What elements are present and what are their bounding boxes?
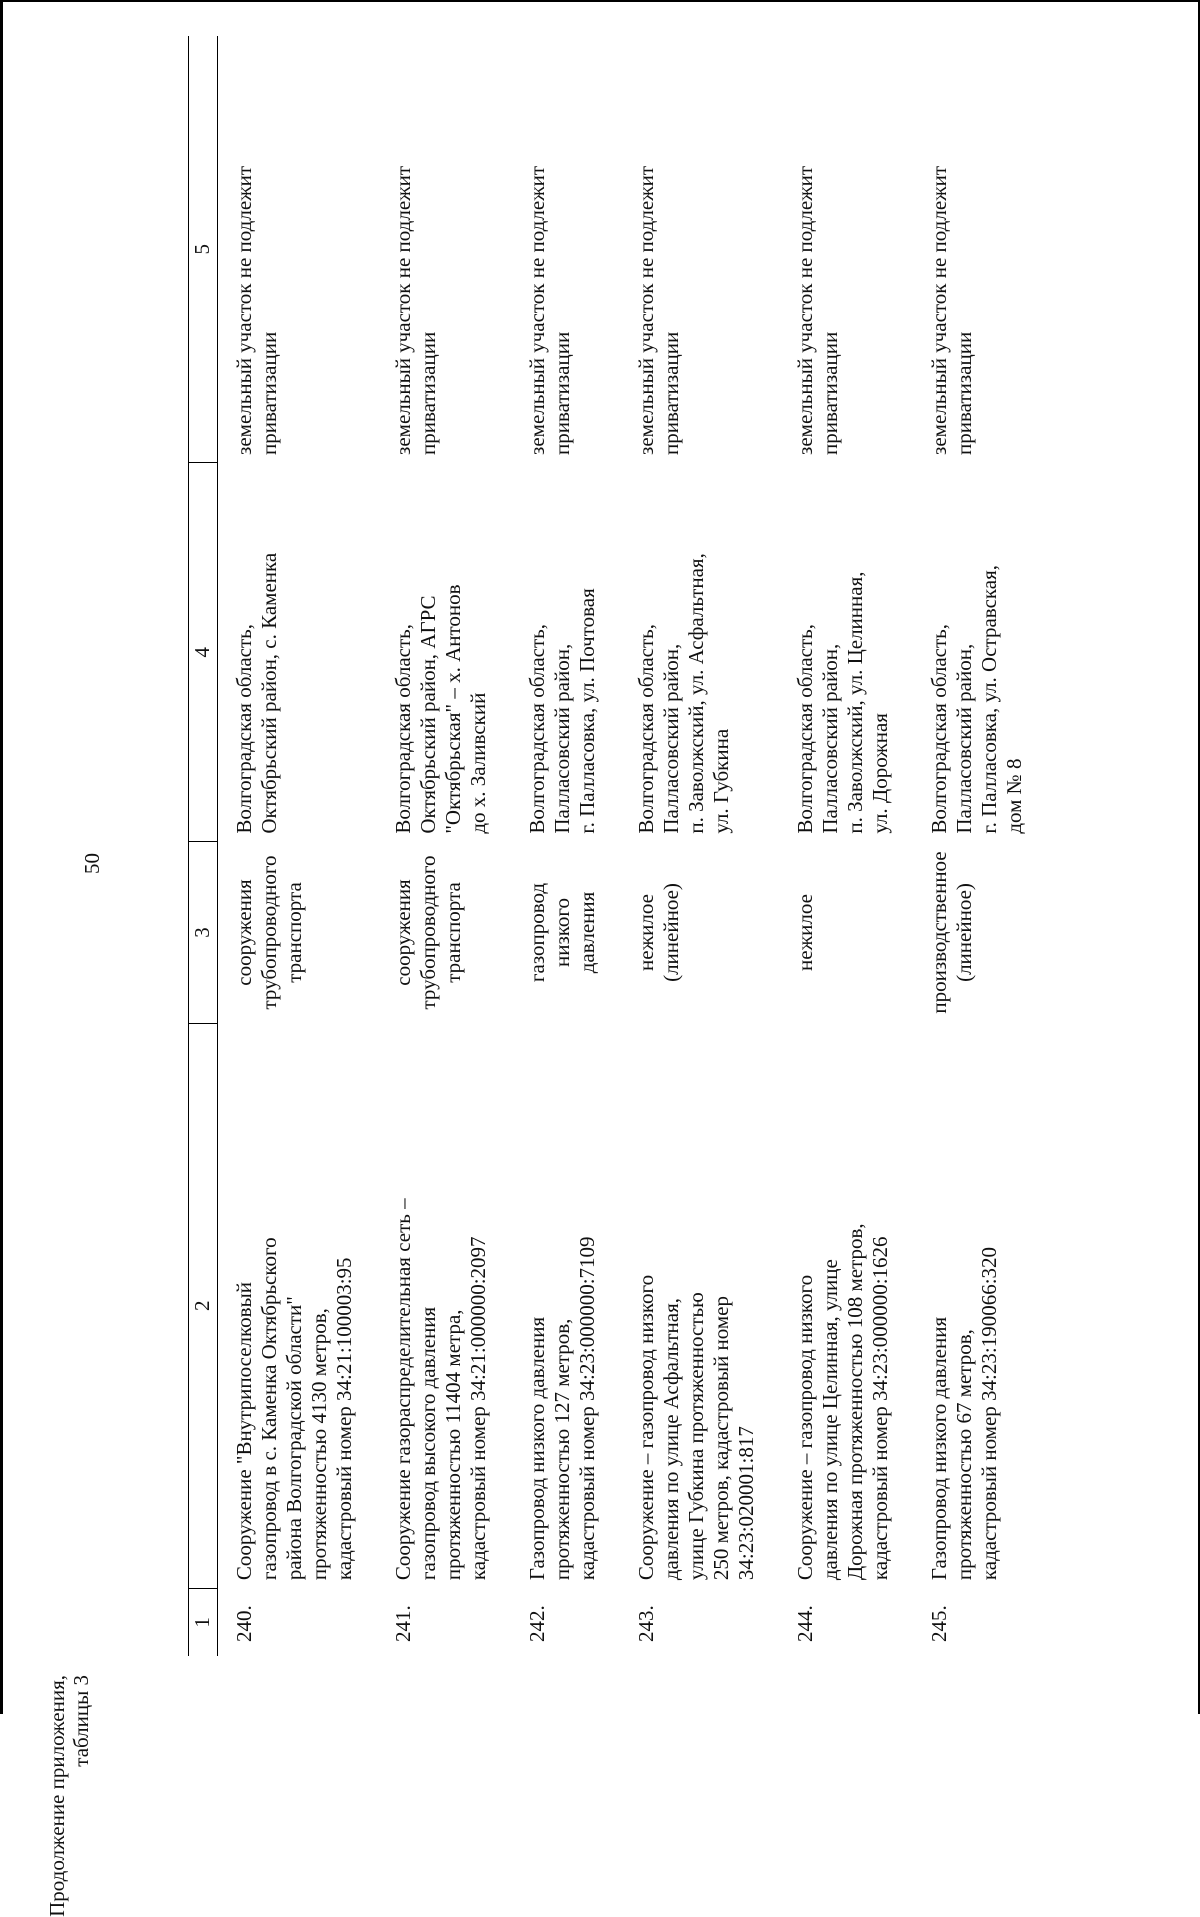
header-col-3: 3 bbox=[189, 842, 218, 1024]
object-purpose: производственное (линейное) bbox=[927, 851, 976, 1014]
row-number: 243. bbox=[634, 1605, 658, 1642]
continuation-note bbox=[45, 1675, 93, 1917]
object-address: Волгоградская область, Палласовский район, п. Заволжский, ул. Целинная, ул. Дорожная bbox=[793, 571, 892, 834]
continuation-line-2: таблицы 3 bbox=[69, 1675, 93, 1767]
header-col-5: 5 bbox=[189, 36, 218, 463]
object-description: Сооружение газораспределительная сеть – газопровод высокого давления протяженностью 11404 метра, кадастровый номер 34:21:000000:2097 bbox=[391, 1198, 490, 1581]
table-row bbox=[218, 36, 378, 1656]
object-address: Волгоградская область, Октябрьский район, с. Каменка bbox=[232, 552, 281, 834]
object-address: Волгоградская область, Палласовский район, п. Заволжский, ул. Асфальтная, ул. Губкина bbox=[634, 553, 733, 834]
object-address: Волгоградская область, Палласовский район, г. Палласовка, ул. Почтовая bbox=[525, 588, 599, 834]
object-purpose: нежилое bbox=[793, 894, 817, 971]
row-number: 242. bbox=[525, 1605, 549, 1642]
object-purpose: сооружения трубопроводного транспорта bbox=[232, 855, 306, 1010]
object-description: Газопровод низкого давления протяженностью 67 метров, кадастровый номер 34:23:190066:320 bbox=[927, 1246, 1001, 1581]
header-col-4: 4 bbox=[189, 463, 218, 842]
object-note: земельный участок не подлежит приватизации bbox=[232, 165, 281, 455]
table-row bbox=[511, 36, 620, 1656]
table-row bbox=[377, 36, 511, 1656]
object-note: земельный участок не подлежит приватизации bbox=[927, 165, 976, 455]
object-note: земельный участок не подлежит приватизации bbox=[525, 165, 574, 455]
row-number: 245. bbox=[927, 1605, 951, 1642]
row-number: 240. bbox=[232, 1605, 256, 1642]
continuation-line-1: Продолжение приложения, bbox=[45, 1675, 69, 1917]
object-purpose: газопровод низкого давления bbox=[525, 882, 599, 983]
object-note: земельный участок не подлежит приватизации bbox=[391, 165, 440, 455]
object-note: земельный участок не подлежит приватизации bbox=[634, 165, 683, 455]
page-number: 50 bbox=[80, 853, 104, 874]
table-row bbox=[620, 36, 779, 1656]
object-description: Сооружение "Внутрипоселковый газопровод в с. Каменка Октябрьского района Волгоградской области" протяженностью 4130 метров, кадастровый номер 34:21:100003:95 bbox=[232, 1237, 356, 1581]
object-address: Волгоградская область, Палласовский район, г. Палласовка, ул. Остравская, дом № 8 bbox=[927, 564, 1026, 834]
property-table bbox=[188, 36, 1047, 1656]
table-row bbox=[913, 36, 1047, 1656]
object-description: Сооружение – газопровод низкого давления по улице Асфальтная, улице Губкина протяженностью 250 метров, кадастровый номер 34:23:020001:817 bbox=[634, 1274, 758, 1581]
row-number: 244. bbox=[793, 1605, 817, 1642]
object-description: Газопровод низкого давления протяженностью 127 метров, кадастровый номер 34:23:000000:7109 bbox=[525, 1236, 599, 1581]
row-number: 241. bbox=[391, 1605, 415, 1642]
table-header-row bbox=[189, 36, 218, 1656]
object-purpose: нежилое (линейное) bbox=[634, 883, 683, 982]
table-row bbox=[779, 36, 913, 1656]
object-note: земельный участок не подлежит приватизации bbox=[793, 165, 842, 455]
object-address: Волгоградская область, Октябрьский район, АГРС "Октябрьская" – х. Антонов до х. Заливский bbox=[391, 584, 490, 834]
header-col-2: 2 bbox=[189, 1023, 218, 1588]
object-purpose: сооружения трубопроводного транспорта bbox=[391, 855, 465, 1010]
object-description: Сооружение – газопровод низкого давления по улице Целинная, улице Дорожная протяженностью 108 метров, кадастровый номер 34:23:000000:1626 bbox=[793, 1223, 892, 1581]
header-col-1: 1 bbox=[189, 1588, 218, 1656]
